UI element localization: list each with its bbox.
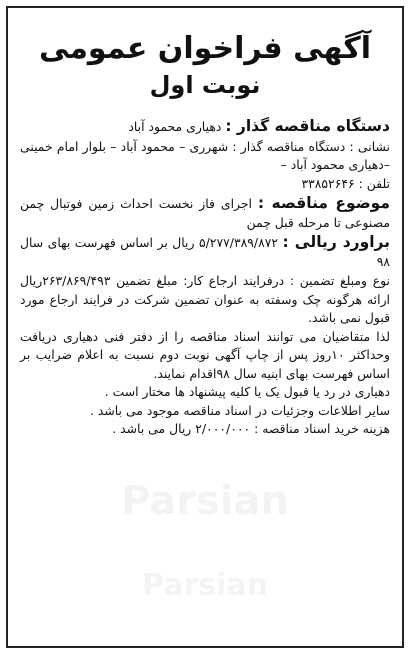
estimate-label: براورد ریالی : <box>282 233 390 252</box>
notice-frame <box>6 6 404 648</box>
notice-subtitle: نوبت اول <box>149 70 261 99</box>
info-text: سایر اطلاعات وجزئیات در اسناد مناقصه موجود می باشد . <box>90 402 390 418</box>
applicants-text: لذا متقاضیان می توانند اسناد مناقصه را از دفتر فنی دهیاری دریافت وحداکثر ۱۰روز پس از چاپ آگهی نوبت دوم نسبت به اعلام ضرایب بر اساس فهرست بهای ابنیه سال ۹۸اقدام نمایند. <box>20 328 390 381</box>
guarantee-text: نوع ومبلغ تضمین : درفرایند ارجاع کار: مبلغ تضمین ۲۶۳/۸۶۹/۴۹۳ریال ارائه هرگونه چک وسفته به عنوان تضمین شرکت در فرایند ارجاع مورد قبول نمی باشد. <box>20 273 390 326</box>
organizer-line <box>20 117 390 137</box>
organizer-label: دستگاه مناقصه گذار : <box>225 117 390 136</box>
notice-title: آگهی فراخوان عمومی <box>38 31 372 66</box>
address-text: نشانی : دستگاه مناقصه گذار : شهرری – محمود آباد – بلوار امام خمینی –دهیاری محمود آباد – <box>20 138 390 173</box>
subject-label: موضوع مناقصه : <box>257 194 390 213</box>
rights-text: دهیاری در رد یا قبول یک یا کلیه پیشنهاد ها مختار است . <box>104 384 390 400</box>
notice-body <box>8 8 402 439</box>
subject-value: اجرای فاز نخست احداث زمین فوتبال چمن مصنوعی تا مرحله قبل چمن <box>20 196 390 230</box>
estimate-line <box>20 233 390 271</box>
watermark: Parsian <box>121 478 289 524</box>
phone-text: تلفن : ۳۳۸۵۲۶۴۶ <box>301 175 390 191</box>
estimate-value: ۵/۲۷۷/۳۸۹/۸۷۲ ریال بر اساس فهرست بهای سال ۹۸ <box>20 235 390 269</box>
subject-line <box>20 194 390 232</box>
watermark-secondary: Parsian <box>142 568 268 603</box>
cost-text: هزینه خرید اسناد مناقصه : ۲/۰۰۰/۰۰۰ ریال می باشد . <box>112 421 390 437</box>
organizer-value: دهیاری محمود آباد <box>128 119 222 135</box>
